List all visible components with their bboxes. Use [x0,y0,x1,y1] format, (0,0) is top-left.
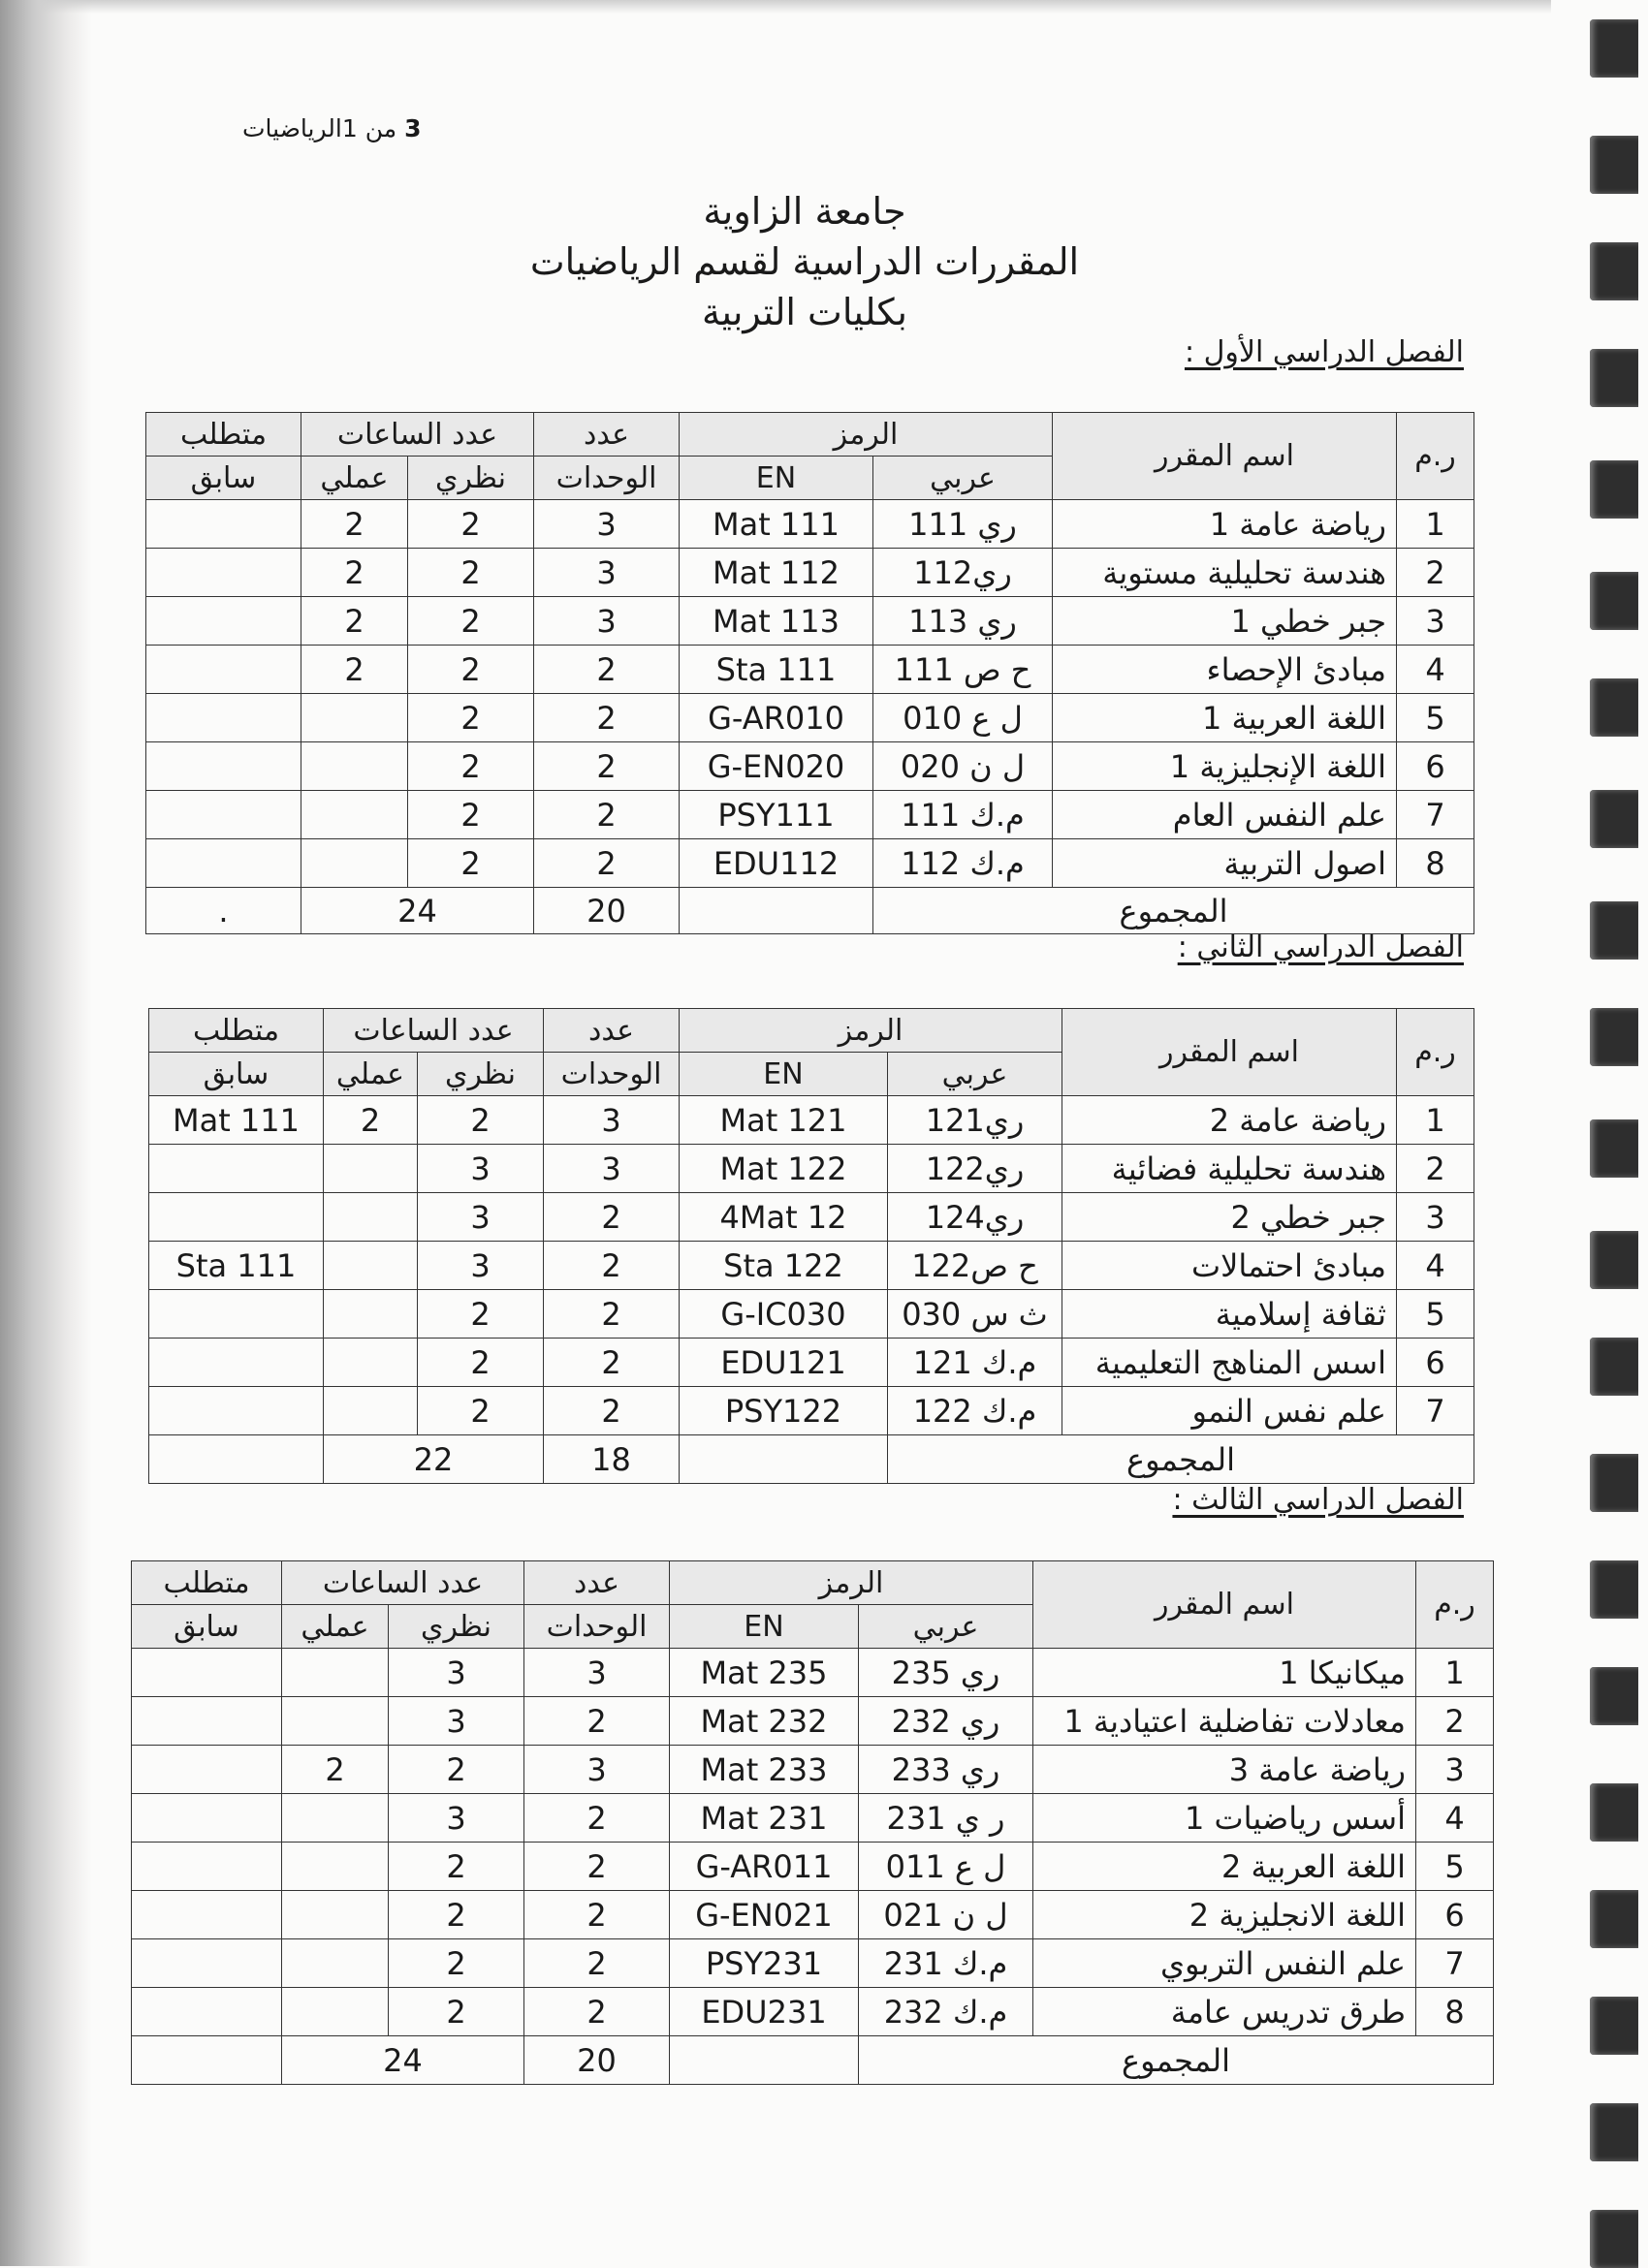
theory-hours: 3 [418,1242,544,1290]
practical-hours [282,1794,389,1843]
col-code-ar: عربي [873,457,1053,500]
units: 2 [534,694,680,742]
col-units-b: الوحدات [544,1053,680,1096]
theory-hours: 2 [418,1339,544,1387]
semester-2-title: الفصل الدراسي الثاني : [1177,930,1464,964]
row-number: 3 [1397,597,1474,646]
practical-hours [282,1939,389,1988]
table-row [132,1697,1494,1746]
page-reference [242,114,422,142]
col-code: الرمز [670,1561,1033,1605]
theory-hours: 3 [389,1794,524,1843]
row-number: 7 [1397,791,1474,839]
total-label: المجموع [859,2036,1494,2085]
units: 2 [534,646,680,694]
col-units-b: الوحدات [534,457,680,500]
row-number: 4 [1397,646,1474,694]
total-hours: 24 [301,888,534,934]
code-ar: ري121 [888,1096,1062,1145]
row-number: 7 [1416,1939,1494,1988]
row-number: 5 [1397,694,1474,742]
col-course-name: اسم المقرر [1053,413,1397,500]
prerequisite [146,549,301,597]
units: 2 [524,1843,670,1891]
code-en: Mat 112 [680,549,873,597]
course-name: مبادئ احتمالات [1062,1242,1397,1290]
course-name: اللغة العربية 2 [1033,1843,1416,1891]
semester-1-title: الفصل الدراسي الأول : [1184,335,1464,369]
row-number: 6 [1397,1339,1474,1387]
university-name: جامعة الزاوية [703,190,906,233]
total-label: المجموع [888,1435,1474,1484]
units: 2 [524,1939,670,1988]
code-ar: ري 235 [859,1649,1033,1697]
units: 2 [544,1193,680,1242]
table-row [146,742,1474,791]
practical-hours: 2 [301,597,408,646]
table-row [149,1290,1474,1339]
units: 2 [534,791,680,839]
document-title: المقررات الدراسية لقسم الرياضيات [529,240,1080,283]
row-number: 3 [1397,1193,1474,1242]
units: 2 [544,1339,680,1387]
col-prereq-a: متطلب [132,1561,282,1605]
table-row [146,500,1474,549]
units: 3 [544,1145,680,1193]
course-name: جبر خطي 1 [1053,597,1397,646]
course-name: جبر خطي 2 [1062,1193,1397,1242]
units: 2 [544,1387,680,1435]
practical-hours: 2 [282,1746,389,1794]
col-hours: عدد الساعات [301,413,534,457]
practical-hours [282,1697,389,1746]
theory-hours: 2 [418,1290,544,1339]
total-empty [680,1435,888,1484]
practical-hours [324,1242,418,1290]
code-ar: م.ك 121 [888,1339,1062,1387]
semester-2-table [148,1008,1474,1484]
table-row [149,1242,1474,1290]
table-row [146,646,1474,694]
code-ar: م.ك 111 [873,791,1053,839]
col-theory: نظري [408,457,534,500]
scan-left-shadow [0,0,92,2266]
course-name: رياضة عامة 1 [1053,500,1397,549]
course-name: علم النفس التربوي [1033,1939,1416,1988]
course-name: أسس رياضيات 1 [1033,1794,1416,1843]
units: 3 [544,1096,680,1145]
semester-1-table [145,412,1474,934]
course-name: هندسة تحليلية مستوية [1053,549,1397,597]
row-number: 1 [1416,1649,1494,1697]
total-prereq [132,2036,282,2085]
practical-hours [282,1649,389,1697]
units: 3 [524,1649,670,1697]
practical-hours [301,791,408,839]
code-ar: ل ن 021 [859,1891,1033,1939]
row-number: 2 [1397,1145,1474,1193]
prerequisite [149,1339,324,1387]
prerequisite [146,791,301,839]
prerequisite [146,742,301,791]
table-row [149,1145,1474,1193]
total-hours: 22 [324,1435,544,1484]
col-hours: عدد الساعات [282,1561,524,1605]
theory-hours: 3 [389,1697,524,1746]
table-row [146,597,1474,646]
course-name: اللغة العربية 1 [1053,694,1397,742]
code-ar: ري 113 [873,597,1053,646]
total-units: 20 [534,888,680,934]
code-ar: م.ك 112 [873,839,1053,888]
units: 3 [534,549,680,597]
prerequisite [149,1387,324,1435]
code-en: G-EN020 [680,742,873,791]
units: 2 [524,1697,670,1746]
row-number: 4 [1397,1242,1474,1290]
table-row [132,1939,1494,1988]
code-en: Sta 111 [680,646,873,694]
units: 2 [544,1290,680,1339]
theory-hours: 2 [389,1939,524,1988]
row-number: 3 [1416,1746,1494,1794]
row-number: 5 [1397,1290,1474,1339]
table-row [146,694,1474,742]
practical-hours: 2 [301,646,408,694]
table-row [146,791,1474,839]
course-name: معادلات تفاضلية اعتيادية 1 [1033,1697,1416,1746]
theory-hours: 2 [408,646,534,694]
row-number: 6 [1416,1891,1494,1939]
practical-hours [324,1339,418,1387]
col-units-a: عدد [534,413,680,457]
row-number: 1 [1397,500,1474,549]
spiral-binding [1580,0,1648,2266]
code-en: Sta 122 [680,1242,888,1290]
col-prereq-b: سابق [149,1053,324,1096]
code-ar: ري 233 [859,1746,1033,1794]
practical-hours [282,1988,389,2036]
practical-hours [324,1145,418,1193]
code-en: G-EN021 [670,1891,859,1939]
code-en: EDU121 [680,1339,888,1387]
scan-top-edge [39,0,1551,14]
theory-hours: 2 [408,549,534,597]
prerequisite [132,1794,282,1843]
prerequisite [146,597,301,646]
document-header [436,186,1173,337]
theory-hours: 2 [389,1891,524,1939]
total-units: 20 [524,2036,670,2085]
code-en: Mat 113 [680,597,873,646]
course-name: طرق تدريس عامة [1033,1988,1416,2036]
practical-hours [282,1843,389,1891]
code-ar: م.ك 231 [859,1939,1033,1988]
code-ar: ري122 [888,1145,1062,1193]
col-code-en: EN [680,457,873,500]
col-practical: عملي [301,457,408,500]
total-label: المجموع [873,888,1474,934]
col-prereq-b: سابق [146,457,301,500]
theory-hours: 2 [418,1387,544,1435]
code-en: PSY111 [680,791,873,839]
code-en: G-AR011 [670,1843,859,1891]
prerequisite: Mat 111 [149,1096,324,1145]
theory-hours: 2 [389,1988,524,2036]
col-prereq-a: متطلب [146,413,301,457]
practical-hours [301,694,408,742]
course-name: ميكانيكا 1 [1033,1649,1416,1697]
practical-hours: 2 [301,500,408,549]
code-ar: م.ك 122 [888,1387,1062,1435]
course-name: اصول التربية [1053,839,1397,888]
table-row [132,1649,1494,1697]
prerequisite [132,1891,282,1939]
code-en: Mat 121 [680,1096,888,1145]
code-en: G-IC030 [680,1290,888,1339]
col-prereq-a: متطلب [149,1009,324,1053]
code-en: Mat 111 [680,500,873,549]
code-en: Mat 231 [670,1794,859,1843]
prerequisite [149,1290,324,1339]
row-number: 1 [1397,1096,1474,1145]
theory-hours: 2 [418,1096,544,1145]
units: 2 [524,1891,670,1939]
table-row [149,1193,1474,1242]
col-course-name: اسم المقرر [1062,1009,1397,1096]
units: 3 [534,500,680,549]
col-units-b: الوحدات [524,1605,670,1649]
prerequisite [132,1649,282,1697]
practical-hours [324,1290,418,1339]
theory-hours: 2 [389,1746,524,1794]
table-row [132,1843,1494,1891]
col-code-ar: عربي [859,1605,1033,1649]
code-en: 4Mat 12 [680,1193,888,1242]
prerequisite [146,694,301,742]
theory-hours: 2 [408,500,534,549]
table-row [149,1096,1474,1145]
theory-hours: 3 [418,1145,544,1193]
row-number: 6 [1397,742,1474,791]
prerequisite [132,1988,282,2036]
units: 2 [534,839,680,888]
code-en: Mat 235 [670,1649,859,1697]
practical-hours [301,742,408,791]
theory-hours: 2 [408,597,534,646]
col-number: ر.م [1397,1009,1474,1096]
col-code-en: EN [670,1605,859,1649]
practical-hours: 2 [301,549,408,597]
code-en: EDU112 [680,839,873,888]
table-row [149,1387,1474,1435]
course-name: مبادئ الإحصاء [1053,646,1397,694]
code-ar: ح ص 111 [873,646,1053,694]
col-practical: عملي [282,1605,389,1649]
prerequisite [149,1193,324,1242]
semester-3-title: الفصل الدراسي الثالث : [1172,1483,1464,1517]
row-number: 5 [1416,1843,1494,1891]
code-ar: ري 232 [859,1697,1033,1746]
prerequisite [132,1843,282,1891]
prerequisite [132,1939,282,1988]
total-prereq: . [146,888,301,934]
col-code-en: EN [680,1053,888,1096]
course-name: اسس المناهج التعليمية [1062,1339,1397,1387]
theory-hours: 2 [389,1843,524,1891]
theory-hours: 3 [418,1193,544,1242]
code-ar: ث س 030 [888,1290,1062,1339]
course-name: اللغة الإنجليزية 1 [1053,742,1397,791]
code-ar: م.ك 232 [859,1988,1033,2036]
prerequisite [132,1746,282,1794]
col-units-a: عدد [544,1009,680,1053]
code-ar: ري124 [888,1193,1062,1242]
row-number: 2 [1416,1697,1494,1746]
course-name: ثقافة إسلامية [1062,1290,1397,1339]
col-prereq-b: سابق [132,1605,282,1649]
total-row [132,2036,1494,2085]
units: 3 [524,1746,670,1794]
theory-hours: 2 [408,839,534,888]
row-number: 8 [1416,1988,1494,2036]
table-row [132,1988,1494,2036]
total-row [146,888,1474,934]
theory-hours: 3 [389,1649,524,1697]
col-code: الرمز [680,1009,1062,1053]
col-course-name: اسم المقرر [1033,1561,1416,1649]
row-number: 7 [1397,1387,1474,1435]
course-name: علم نفس النمو [1062,1387,1397,1435]
code-ar: ل ع 011 [859,1843,1033,1891]
code-ar: ح ص122 [888,1242,1062,1290]
practical-hours [282,1891,389,1939]
prerequisite [146,500,301,549]
course-name: رياضة عامة 3 [1033,1746,1416,1794]
practical-hours [324,1387,418,1435]
prerequisite [149,1145,324,1193]
prerequisite [146,646,301,694]
prerequisite [146,839,301,888]
total-hours: 24 [282,2036,524,2085]
col-code: الرمز [680,413,1053,457]
total-prereq [149,1435,324,1484]
col-theory: نظري [418,1053,544,1096]
units: 3 [534,597,680,646]
code-en: Mat 233 [670,1746,859,1794]
col-number: ر.م [1397,413,1474,500]
units: 2 [544,1242,680,1290]
theory-hours: 2 [408,742,534,791]
course-name: هندسة تحليلية فضائية [1062,1145,1397,1193]
code-ar: ل ن 020 [873,742,1053,791]
faculty-name: بكليات التربية [701,291,908,333]
theory-hours: 2 [408,791,534,839]
units: 2 [534,742,680,791]
prerequisite [132,1697,282,1746]
table-row [132,1746,1494,1794]
col-practical: عملي [324,1053,418,1096]
table-row [132,1794,1494,1843]
practical-hours [301,839,408,888]
code-en: Mat 232 [670,1697,859,1746]
col-theory: نظري [389,1605,524,1649]
code-ar: ل ع 010 [873,694,1053,742]
total-empty [670,2036,859,2085]
code-ar: ري 111 [873,500,1053,549]
code-en: PSY122 [680,1387,888,1435]
course-name: اللغة الانجليزية 2 [1033,1891,1416,1939]
page-ref-text: من 1الرياضيات [242,114,397,142]
code-ar: ري112 [873,549,1053,597]
col-number: ر.م [1416,1561,1494,1649]
code-en: G-AR010 [680,694,873,742]
table-row [146,549,1474,597]
units: 2 [524,1794,670,1843]
table-row [149,1339,1474,1387]
col-units-a: عدد [524,1561,670,1605]
code-ar: ر ي 231 [859,1794,1033,1843]
col-hours: عدد الساعات [324,1009,544,1053]
theory-hours: 2 [408,694,534,742]
col-code-ar: عربي [888,1053,1062,1096]
row-number: 8 [1397,839,1474,888]
table-row [146,839,1474,888]
total-empty [680,888,873,934]
page-ref-number: 3 [404,114,422,142]
table-row [132,1891,1494,1939]
row-number: 2 [1397,549,1474,597]
course-name: رياضة عامة 2 [1062,1096,1397,1145]
code-en: PSY231 [670,1939,859,1988]
total-row [149,1435,1474,1484]
course-name: علم النفس العام [1053,791,1397,839]
prerequisite: Sta 111 [149,1242,324,1290]
total-units: 18 [544,1435,680,1484]
code-en: Mat 122 [680,1145,888,1193]
practical-hours: 2 [324,1096,418,1145]
units: 2 [524,1988,670,2036]
code-en: EDU231 [670,1988,859,2036]
semester-3-table [131,1560,1494,2085]
practical-hours [324,1193,418,1242]
row-number: 4 [1416,1794,1494,1843]
